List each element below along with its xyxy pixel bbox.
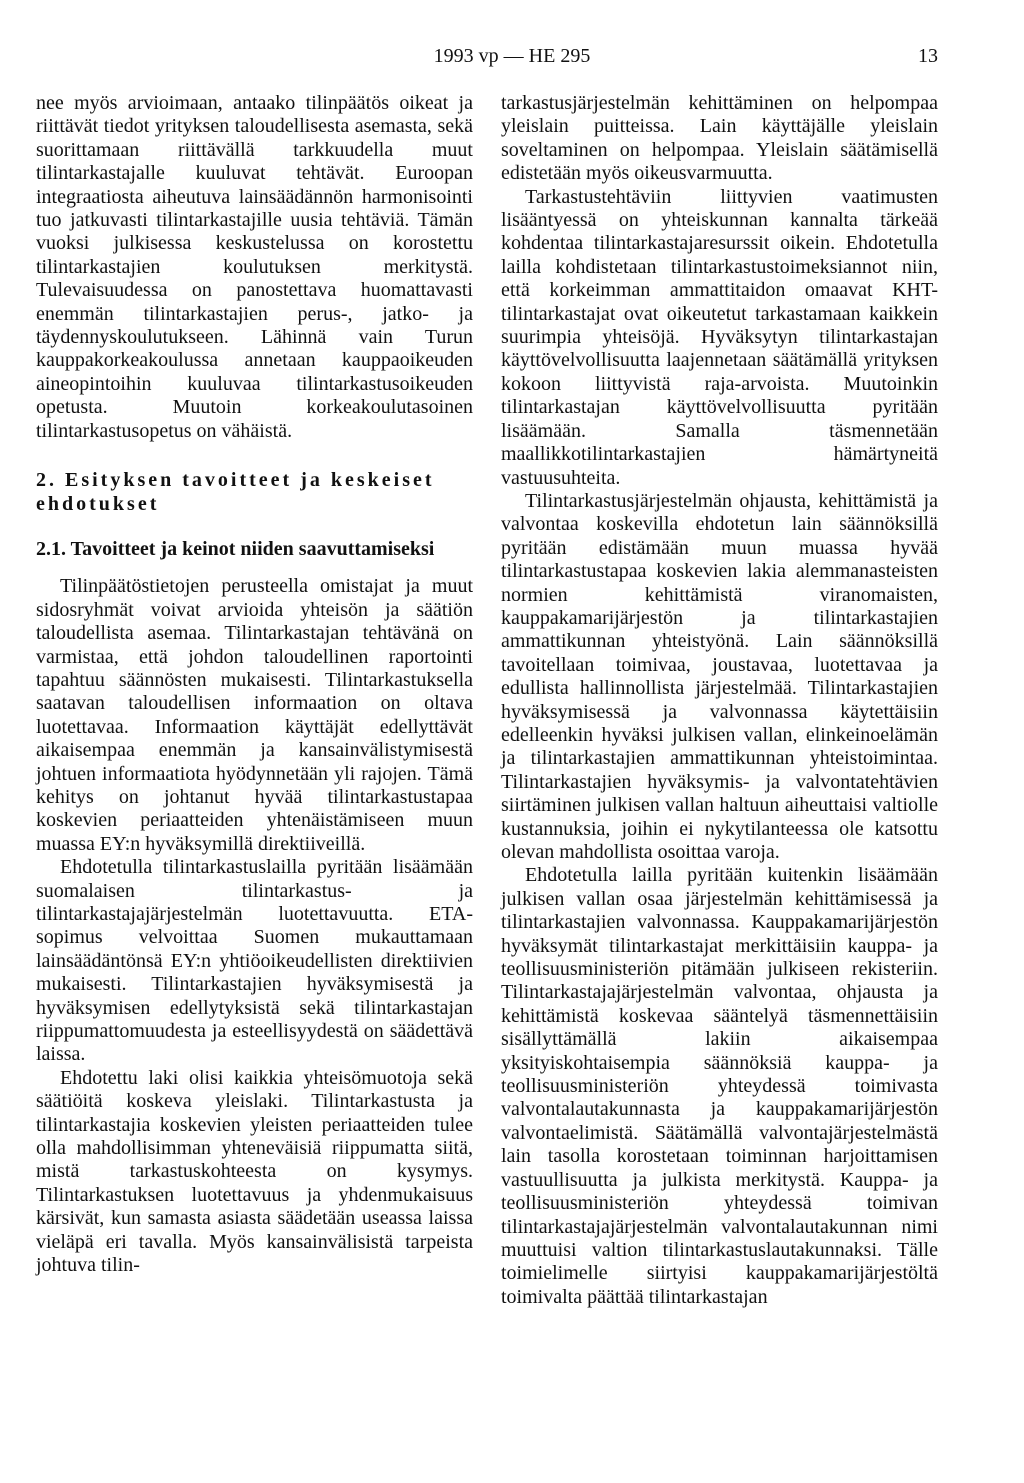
subsection-heading: 2.1. Tavoitteet ja keinot niiden saavuttamiseksi: [36, 537, 435, 560]
running-head: 1993 vp — HE 295: [433, 45, 591, 67]
body-paragraph: Ehdotetulla tilintarkastuslailla pyritään lisäämään suomalaisen tilintarkastus- ja tilintarkastajajärjestelmän luotettavuutta. ETA-sopimus velvoittaa Suomen mukauttamaan lainsäädäntönsä EY:n yhtiöoikeudellisten direktiivien mukaisesti. Tilintarkastajien hyväksymisestä ja hyväksymisen edellytyksistä sekä tilintarkastajan riippumattomuudesta ja esteellisyydestä on säädettävä laissa.: [36, 856, 473, 1066]
body-paragraph: nee myös arvioimaan, antaako tilinpäätös oikeat ja riittävät tiedot yrityksen taloudellisesta asemasta, sekä suorittamaan riittävällä tarkkuudella muut tilintarkastajalle kuuluvat tehtävät. Euroopan integraatiosta aiheutuva lainsäädännön harmonisointi tuo jatkuvasti tilintarkastajille uusia tehtäviä. Tämän vuoksi julkisessa keskustelussa on korostettu tilintarkastajien koulutuksen merkitystä. Tulevaisuudessa on panostettava huomattavasti enemmän tilintarkastajien perus-, jatko- ja täydennyskoulutukseen. Lähinnä vain Turun kauppakorkeakoulussa annetaan kauppaoikeuden aineopintoihin kuuluvaa tilintarkastusoikeuden opetusta. Muutoin korkeakoulutasoinen tilintarkastusopetus on vähäistä.: [36, 92, 473, 442]
page-number: 13: [918, 45, 938, 67]
page-header: [0, 45, 1024, 75]
section-heading: 2. Esityksen tavoitteet ja keskeiset ehdotukset: [36, 469, 435, 515]
right-column: [501, 92, 938, 1309]
body-paragraph: Tarkastustehtäviin liittyvien vaatimusten lisääntyessä on yhteiskunnan kannalta tärkeää kohdentaa tilintarkastajaresurssit oikein. Ehdotetulla lailla kohdistetaan tilintarkastustoimeksiannot niin, että korkeimman ammattitaidon omaavat KHT-tilintarkastajat ovat oikeutetut tarkastamaan kaikkein suurimpia yhteisöjä. Hyväksytyn tilintarkastajan käyttövelvollisuutta laajennetaan säätämällä yrityksen kokoon liittyvistä raja-arvoista. Muutoinkin tilintarkastajan käyttövelvollisuutta pyritään lisäämään. Samalla täsmennetään maallikkotilintarkastajien hämärtyneitä vastuusuhteita.: [501, 185, 938, 489]
body-paragraph: Ehdotetulla lailla pyritään kuitenkin lisäämään julkisen vallan osaa järjestelmän kehittämisessä ja tilintarkastajien valvonnassa. Kauppakamarijärjestön hyväksymät tilintarkastajat merkittäisiin kauppa- ja teollisuusministeriön pitämään julkiseen rekisteriin. Tilintarkastajajärjestelmän valvontaa, ohjausta ja kehittämistä koskevaa sääntelyä täsmennettäisiin sisällyttämällä lakiin aikaisempaa yksityiskohtaisempia säännöksiä kauppa- ja teollisuusministeriön yhteydessä toimivasta valvontalautakunnasta ja kauppakamarijärjestön valvontaelimistä. Säätämällä valvontajärjestelmästä lain tasolla korostetaan toiminnan harjoittamisen vastuullisuutta ja julkista merkitystä. Kauppa- ja teollisuusministeriön yhteydessä toimivan tilintarkastajajärjestelmän valvontalautakunnan nimi muuttuisi valtion tilintarkastuslautakunnaksi. Tälle toimielimelle siirtyisi kauppakamarijärjestöltä toimivalta päättää tilintarkastajan: [501, 864, 938, 1308]
body-paragraph: Ehdotettu laki olisi kaikkia yhteisömuotoja sekä säätiöitä koskeva yleislaki. Tilintarkastusta ja tilintarkastajia koskevien yleisten periaatteiden tulee olla mahdollisimman yhteneväisiä riippumatta siitä, mistä tarkastuskohteesta on kysymys. Tilintarkastuksen luotettavuus ja yhdenmukaisuus kärsivät, kun samasta asiasta säädetään useassa laissa vieläpä eri tavalla. Myös kansainvälisistä tarpeista johtuva tilin-: [36, 1066, 473, 1277]
left-column: [36, 92, 473, 1278]
body-paragraph: tarkastusjärjestelmän kehittäminen on helpompaa yleislain puitteissa. Lain käyttäjälle yleislain soveltaminen on helpompaa. Yleislain säätämisellä edistetään myös oikeusvarmuutta.: [501, 92, 938, 185]
body-paragraph: Tilintarkastusjärjestelmän ohjausta, kehittämistä ja valvontaa koskevilla ehdotetun lain säännöksillä pyritään edistämään muun muassa hyvää tilintarkastustapaa koskevien lakia alemmanasteisten normien kehittämistä viranomaisten, kauppakamarijärjestön ja tilintarkastajien ammattikunnan yhteistyönä. Lain säännöksillä tavoitellaan toimivaa, joustavaa, luotettavaa ja edullista hallinnollista järjestelmää. Tilintarkastajien hyväksymisessä ja valvonnassa käytettäisiin edelleenkin hyväksi julkisen vallan, elinkeinoelämän ja tilintarkastajien ammattikunnan yhteistoimintaa. Tilintarkastajien hyväksymis- ja valvontatehtävien siirtäminen julkisen vallan haltuun aiheuttaisi valtiolle kustannuksia, joihin ei nykytilanteessa ole katsottu olevan mahdollista osoittaa varoja.: [501, 489, 938, 863]
body-paragraph: Tilinpäätöstietojen perusteella omistajat ja muut sidosryhmät voivat arvioida yhteisön ja säätiön taloudellista asemaa. Tilintarkastajan tehtävänä on varmistaa, että johdon taloudellinen raportointi tapahtuu säännösten mukaisesti. Tilintarkastuksella saatavan taloudellisen informaation on oltava luotettavaa. Informaation käyttäjät edellyttävät aikaisempaa enemmän ja kansainvälistymisestä johtuen informaatiota hyödynnetään yli rajojen. Tämä kehitys on johtanut hyvää tilintarkastustapaa koskevien periaatteiden yhtenäistämiseen muun muassa EY:n hyväksymillä direktiiveillä.: [36, 575, 473, 855]
